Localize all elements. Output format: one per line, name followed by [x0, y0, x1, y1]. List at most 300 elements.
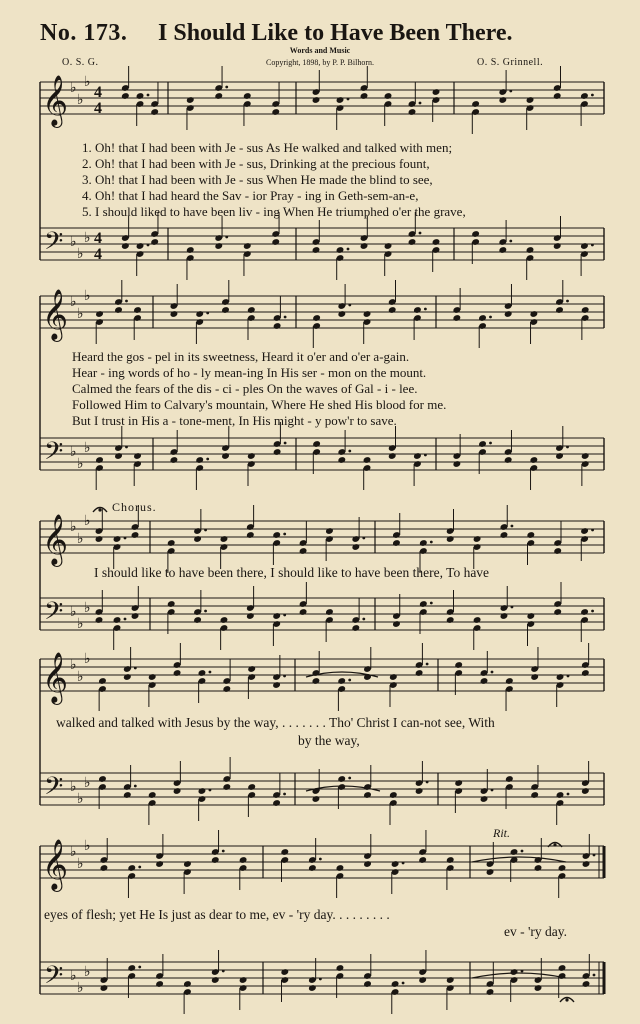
treble-measure-dot: [402, 862, 405, 865]
treble-measure-note: [580, 92, 589, 100]
bass-measure-note: [351, 624, 360, 632]
treble-measure-note: [454, 661, 463, 669]
flat-icon: ♭: [77, 456, 84, 472]
treble-measure-note: [272, 681, 281, 689]
bass-measure-dot: [209, 789, 212, 792]
treble-measure-note: [243, 92, 252, 100]
verse-2-line-2: Hear - ing words of ho - ly mean-ing In His ser - mon on the mount.: [72, 365, 427, 380]
bass-measure-note: [221, 452, 230, 460]
slur-icon: [472, 857, 566, 862]
bass-measure-note: [337, 456, 346, 464]
treble-measure-note: [418, 856, 427, 864]
fermata-dot: [553, 843, 556, 846]
bass-measure-note: [214, 242, 223, 250]
bass-measure-dot: [521, 970, 524, 973]
treble-measure-note: [299, 547, 308, 555]
bass-measure-dot: [402, 982, 405, 985]
time-signature-top: 4: [94, 230, 102, 247]
treble-measure-note: [360, 92, 369, 100]
treble-measure-note: [150, 108, 159, 116]
treble-measure-dot: [591, 529, 594, 532]
flat-icon: ♭: [77, 669, 84, 685]
bass-clef-icon: 𝄢: [44, 227, 64, 262]
treble-measure-note: [312, 677, 321, 685]
flat-icon: ♭: [84, 74, 91, 90]
bass-measure-dot: [424, 454, 427, 457]
treble-measure-note: [271, 108, 280, 116]
treble-measure-note: [337, 310, 346, 318]
bass-measure-note: [471, 230, 480, 238]
bass-measure-note: [247, 783, 256, 791]
composer-credit: O. S. Grinnell.: [477, 57, 544, 68]
bass-measure-note: [273, 448, 282, 456]
treble-measure-note: [195, 310, 204, 318]
bass-measure-note: [136, 242, 145, 250]
treble-measure-note: [478, 314, 487, 322]
bass-measure-note: [280, 968, 289, 976]
treble-measure-dot: [147, 94, 150, 97]
bass-measure-dot: [593, 974, 596, 977]
treble-measure-note: [363, 860, 372, 868]
flat-icon: ♭: [84, 288, 91, 304]
flat-icon: ♭: [70, 779, 77, 795]
bass-measure-note: [95, 616, 104, 624]
bass-measure-dot: [489, 442, 492, 445]
treble-measure-note: [273, 322, 282, 330]
bass-measure-dot: [222, 970, 225, 973]
treble-measure-note: [529, 310, 538, 318]
bass-measure-note: [123, 791, 132, 799]
bass-measure-dot: [124, 618, 127, 621]
flat-icon: ♭: [70, 657, 77, 673]
verse-4-line-1: 4. Oh! that I had heard the Sav - ior Pray - ing in Geth-sem-an-e,: [82, 188, 419, 203]
time-signature-top: 4: [94, 84, 102, 101]
flat-icon: ♭: [77, 531, 84, 547]
treble-measure-dot: [206, 312, 209, 315]
hymn-number: No. 173.: [40, 20, 128, 46]
treble-measure-note: [246, 531, 255, 539]
bass-measure-note: [478, 440, 487, 448]
treble-measure-note: [480, 677, 489, 685]
bass-measure-note: [415, 787, 424, 795]
treble-measure-note: [312, 96, 321, 104]
bass-measure-note: [113, 616, 122, 624]
treble-measure-note: [221, 306, 230, 314]
treble-measure-note: [113, 535, 122, 543]
treble-measure-dot: [283, 675, 286, 678]
treble-measure-note: [553, 92, 562, 100]
bass-measure-note: [389, 791, 398, 799]
bass-measure-note: [419, 600, 428, 608]
treble-measure-dot: [567, 675, 570, 678]
bass-measure-dot: [348, 450, 351, 453]
treble-measure-note: [384, 92, 393, 100]
bass-measure-note: [220, 616, 229, 624]
treble-measure-note: [408, 108, 417, 116]
bass-measure-dot: [147, 244, 150, 247]
bass-measure-dot: [426, 781, 429, 784]
treble-measure-dot: [593, 854, 596, 857]
treble-measure-dot: [566, 300, 569, 303]
bass-measure-dot: [567, 793, 570, 796]
bass-clef-icon: 𝄢: [44, 597, 64, 632]
bass-measure-note: [473, 616, 482, 624]
verse-4-line-2: Followed Him to Calvary's mountain, Where He shed His blood for me.: [72, 397, 447, 412]
treble-measure-note: [392, 539, 401, 547]
bass-measure-note: [336, 246, 345, 254]
treble-measure-note: [558, 864, 567, 872]
treble-measure-note: [471, 100, 480, 108]
bass-measure-note: [186, 246, 195, 254]
bass-measure-note: [392, 620, 401, 628]
flat-icon: ♭: [77, 616, 84, 632]
treble-measure-dot: [124, 537, 127, 540]
bass-measure-note: [312, 246, 321, 254]
treble-measure-note: [121, 92, 130, 100]
treble-measure-dot: [209, 671, 212, 674]
treble-measure-dot: [419, 102, 422, 105]
treble-measure-note: [363, 310, 372, 318]
time-signature-bottom: 4: [94, 100, 102, 117]
verse-3-line-1: 3. Oh! that I had been with Je - sus When He made the blind to see,: [82, 172, 433, 187]
flat-icon: ♭: [77, 306, 84, 322]
bass-clef-icon: 𝄢: [44, 772, 64, 807]
treble-measure-note: [155, 860, 164, 868]
treble-measure-note: [504, 310, 513, 318]
bass-measure-note: [384, 242, 393, 250]
bass-measure-note: [211, 976, 220, 984]
bass-measure-note: [272, 612, 281, 620]
treble-measure-dot: [362, 537, 365, 540]
bass-measure-note: [432, 238, 441, 246]
bass-measure-note: [418, 976, 427, 984]
treble-measure-note: [308, 864, 317, 872]
bass-measure-note: [556, 791, 565, 799]
flat-icon: ♭: [84, 513, 91, 529]
flat-icon: ♭: [84, 775, 91, 791]
bass-measure-note: [486, 988, 495, 996]
treble-measure-note: [415, 669, 424, 677]
bass-measure-note: [498, 246, 507, 254]
treble-measure-note: [114, 306, 123, 314]
bass-measure-note: [408, 238, 417, 246]
bass-measure-note: [454, 779, 463, 787]
treble-measure-note: [123, 673, 132, 681]
bass-measure-note: [127, 964, 136, 972]
treble-measure-dot: [491, 671, 494, 674]
treble-measure-note: [280, 848, 289, 856]
treble-measure-note: [505, 677, 514, 685]
bass-measure-note: [247, 452, 256, 460]
bass-measure-dot: [430, 602, 433, 605]
bass-measure-note: [114, 452, 123, 460]
lyricist-credit: O. S. G.: [62, 57, 99, 68]
chorus-line-3-alt: ev - 'ry day.: [504, 924, 568, 939]
treble-measure-note: [389, 673, 398, 681]
treble-measure-dot: [511, 525, 514, 528]
bass-measure-note: [526, 612, 535, 620]
flat-icon: ♭: [70, 604, 77, 620]
treble-measure-note: [336, 864, 345, 872]
treble-measure-note: [198, 669, 207, 677]
bass-clef-icon: 𝄢: [44, 961, 64, 996]
chorus-line-2-alt: by the way,: [298, 733, 360, 748]
treble-measure-dot: [348, 304, 351, 307]
bass-measure-note: [360, 242, 369, 250]
treble-measure-note: [325, 527, 334, 535]
copyright-notice: Copyright, 1898, by P. P. Bilhorn.: [265, 58, 374, 67]
bass-measure-dot: [284, 442, 287, 445]
treble-measure-note: [148, 673, 157, 681]
treble-measure-dot: [591, 94, 594, 97]
bass-measure-note: [336, 964, 345, 972]
fermata-dot: [98, 508, 101, 511]
bass-measure-note: [95, 456, 104, 464]
bass-measure-note: [337, 775, 346, 783]
treble-measure-dot: [222, 850, 225, 853]
bass-measure-dot: [134, 785, 137, 788]
treble-measure-note: [534, 864, 543, 872]
bass-measure-note: [195, 456, 204, 464]
bass-measure-note: [131, 612, 140, 620]
treble-clef-icon: 𝄞: [42, 652, 69, 703]
bass-measure-note: [246, 612, 255, 620]
verse-2-line-1: 2. Oh! that I had been with Je - sus, Drinking at the precious fount,: [82, 156, 430, 171]
flat-icon: ♭: [84, 440, 91, 456]
ritardando-marking: Rit.: [493, 826, 510, 840]
bass-measure-note: [173, 787, 182, 795]
treble-measure-note: [247, 306, 256, 314]
treble-measure-dot: [424, 308, 427, 311]
bass-measure-note: [505, 775, 514, 783]
treble-measure-note: [351, 543, 360, 551]
bass-measure-note: [553, 242, 562, 250]
bass-measure-note: [312, 795, 321, 803]
flat-icon: ♭: [70, 844, 77, 860]
treble-measure-note: [247, 665, 256, 673]
treble-measure-note: [413, 306, 422, 314]
bass-measure-note: [391, 980, 400, 988]
treble-measure-note: [131, 531, 140, 539]
treble-measure-dot: [489, 316, 492, 319]
bass-measure-dot: [206, 458, 209, 461]
bass-measure-dot: [362, 618, 365, 621]
bass-measure-note: [150, 238, 159, 246]
treble-measure-note: [581, 306, 590, 314]
chorus-label: Chorus.: [112, 500, 157, 514]
bass-measure-note: [170, 456, 179, 464]
bass-measure-note: [183, 980, 192, 988]
bass-measure-dot: [509, 240, 512, 243]
treble-measure-note: [127, 864, 136, 872]
bass-measure-note: [363, 980, 372, 988]
verse-5-line-1: 5. I should liked to have been liv - ing When He triumphed o'er the grave,: [82, 204, 466, 219]
treble-clef-icon: 𝄞: [42, 514, 69, 565]
treble-measure-dot: [204, 529, 207, 532]
treble-measure-note: [98, 677, 107, 685]
bass-measure-dot: [319, 978, 322, 981]
bass-measure-note: [581, 787, 590, 795]
treble-measure-dot: [430, 541, 433, 544]
bass-measure-dot: [591, 244, 594, 247]
bass-measure-note: [388, 452, 397, 460]
bass-measure-note: [504, 456, 513, 464]
flat-icon: ♭: [84, 651, 91, 667]
verse-1-line-1: 1. Oh! that I had been with Je - sus As He walked and talked with men;: [82, 140, 453, 155]
treble-measure-note: [388, 306, 397, 314]
treble-measure-note: [186, 96, 195, 104]
treble-measure-note: [446, 856, 455, 864]
bass-measure-dot: [283, 614, 286, 617]
bass-measure-note: [446, 976, 455, 984]
treble-measure-dot: [138, 866, 141, 869]
bass-measure-note: [133, 452, 142, 460]
bass-measure-note: [581, 452, 590, 460]
bass-measure-dot: [125, 446, 128, 449]
treble-measure-note: [337, 677, 346, 685]
treble-measure-note: [193, 535, 202, 543]
flat-icon: ♭: [70, 80, 77, 96]
bass-measure-note: [558, 964, 567, 972]
bass-measure-dot: [419, 232, 422, 235]
flat-icon: ♭: [70, 294, 77, 310]
treble-measure-note: [582, 860, 591, 868]
bass-measure-note: [198, 787, 207, 795]
bass-measure-note: [308, 984, 317, 992]
bass-measure-dot: [204, 610, 207, 613]
treble-measure-dot: [521, 850, 524, 853]
treble-measure-dot: [348, 679, 351, 682]
treble-measure-dot: [125, 300, 128, 303]
treble-measure-note: [391, 860, 400, 868]
bass-measure-dot: [348, 777, 351, 780]
flat-icon: ♭: [70, 519, 77, 535]
treble-measure-note: [498, 96, 507, 104]
treble-measure-note: [211, 856, 220, 864]
bass-measure-note: [193, 616, 202, 624]
treble-measure-dot: [347, 98, 350, 101]
treble-measure-note: [510, 848, 519, 856]
bass-measure-note: [271, 238, 280, 246]
treble-measure-note: [170, 310, 179, 318]
time-signature-bottom: 4: [94, 246, 102, 263]
bass-measure-note: [325, 608, 334, 616]
treble-measure-note: [167, 539, 176, 547]
treble-measure-dot: [283, 533, 286, 536]
treble-measure-dot: [509, 90, 512, 93]
bass-measure-note: [363, 456, 372, 464]
treble-clef-icon: 𝄞: [42, 75, 69, 126]
treble-measure-note: [526, 531, 535, 539]
treble-measure-note: [239, 856, 248, 864]
treble-measure-note: [419, 539, 428, 547]
treble-measure-dot: [284, 316, 287, 319]
bass-measure-note: [452, 460, 461, 468]
treble-measure-note: [530, 673, 539, 681]
bass-measure-dot: [225, 236, 228, 239]
bass-measure-dot: [591, 610, 594, 613]
bass-measure-note: [580, 242, 589, 250]
bass-measure-note: [555, 452, 564, 460]
treble-measure-note: [526, 96, 535, 104]
treble-measure-note: [100, 864, 109, 872]
verse-1-line-2: Heard the gos - pel in its sweetness, Heard it o'er and o'er a-gain.: [72, 349, 410, 364]
flat-icon: ♭: [84, 964, 91, 980]
bass-measure-note: [446, 616, 455, 624]
bass-measure-note: [98, 775, 107, 783]
bass-measure-note: [553, 608, 562, 616]
bass-measure-note: [312, 440, 321, 448]
treble-measure-dot: [134, 667, 137, 670]
chorus-line-1: I should like to have been there, I should like to have been there, To have: [94, 565, 490, 580]
bass-measure-note: [530, 791, 539, 799]
treble-measure-note: [486, 868, 495, 876]
bass-measure-note: [363, 791, 372, 799]
treble-measure-dot: [225, 86, 228, 89]
treble-measure-note: [580, 527, 589, 535]
flat-icon: ♭: [84, 230, 91, 246]
chorus-line-3: eyes of flesh; yet He Is just as dear to me, ev - 'ry day. . . . . . . . .: [44, 907, 390, 922]
treble-measure-note: [432, 88, 441, 96]
bass-measure-note: [239, 976, 248, 984]
bass-measure-note: [580, 608, 589, 616]
bass-measure-note: [534, 984, 543, 992]
bass-clef-icon: 𝄢: [44, 437, 64, 472]
treble-measure-note: [500, 531, 509, 539]
bass-measure-note: [500, 612, 509, 620]
treble-measure-note: [336, 96, 345, 104]
flat-icon: ♭: [77, 980, 84, 996]
treble-measure-note: [214, 92, 223, 100]
treble-clef-icon: 𝄞: [42, 289, 69, 340]
bass-measure-note: [480, 795, 489, 803]
bass-measure-dot: [566, 446, 569, 449]
bass-measure-note: [167, 600, 176, 608]
treble-clef-icon: 𝄞: [42, 839, 69, 890]
verse-3-line-2: Calmed the fears of the dis - ci - ples On the waves of Gal - i - lee.: [72, 381, 418, 396]
fermata-dot: [565, 998, 568, 1001]
slur-icon: [472, 973, 566, 978]
bass-measure-note: [155, 980, 164, 988]
chorus-line-2: walked and talked with Jesus by the way, . . . . . . . Tho' Christ I can-not see, With: [56, 715, 495, 730]
treble-measure-note: [272, 531, 281, 539]
flat-icon: ♭: [70, 444, 77, 460]
bass-measure-note: [526, 246, 535, 254]
words-and-music-credit: Words and Music: [289, 46, 351, 55]
treble-measure-note: [95, 310, 104, 318]
flat-icon: ♭: [70, 234, 77, 250]
flat-icon: ♭: [77, 856, 84, 872]
bass-measure-note: [582, 980, 591, 988]
flat-icon: ♭: [70, 968, 77, 984]
treble-measure-note: [133, 306, 142, 314]
treble-measure-note: [312, 314, 321, 322]
bass-measure-note: [272, 799, 281, 807]
treble-measure-note: [446, 535, 455, 543]
treble-measure-note: [581, 669, 590, 677]
treble-measure-note: [95, 535, 104, 543]
bass-measure-dot: [347, 248, 350, 251]
flat-icon: ♭: [77, 92, 84, 108]
flat-icon: ♭: [84, 838, 91, 854]
treble-measure-note: [173, 669, 182, 677]
treble-measure-note: [136, 92, 145, 100]
bass-measure-note: [510, 968, 519, 976]
bass-measure-note: [100, 984, 109, 992]
treble-measure-dot: [426, 663, 429, 666]
treble-measure-note: [183, 860, 192, 868]
flat-icon: ♭: [77, 246, 84, 262]
